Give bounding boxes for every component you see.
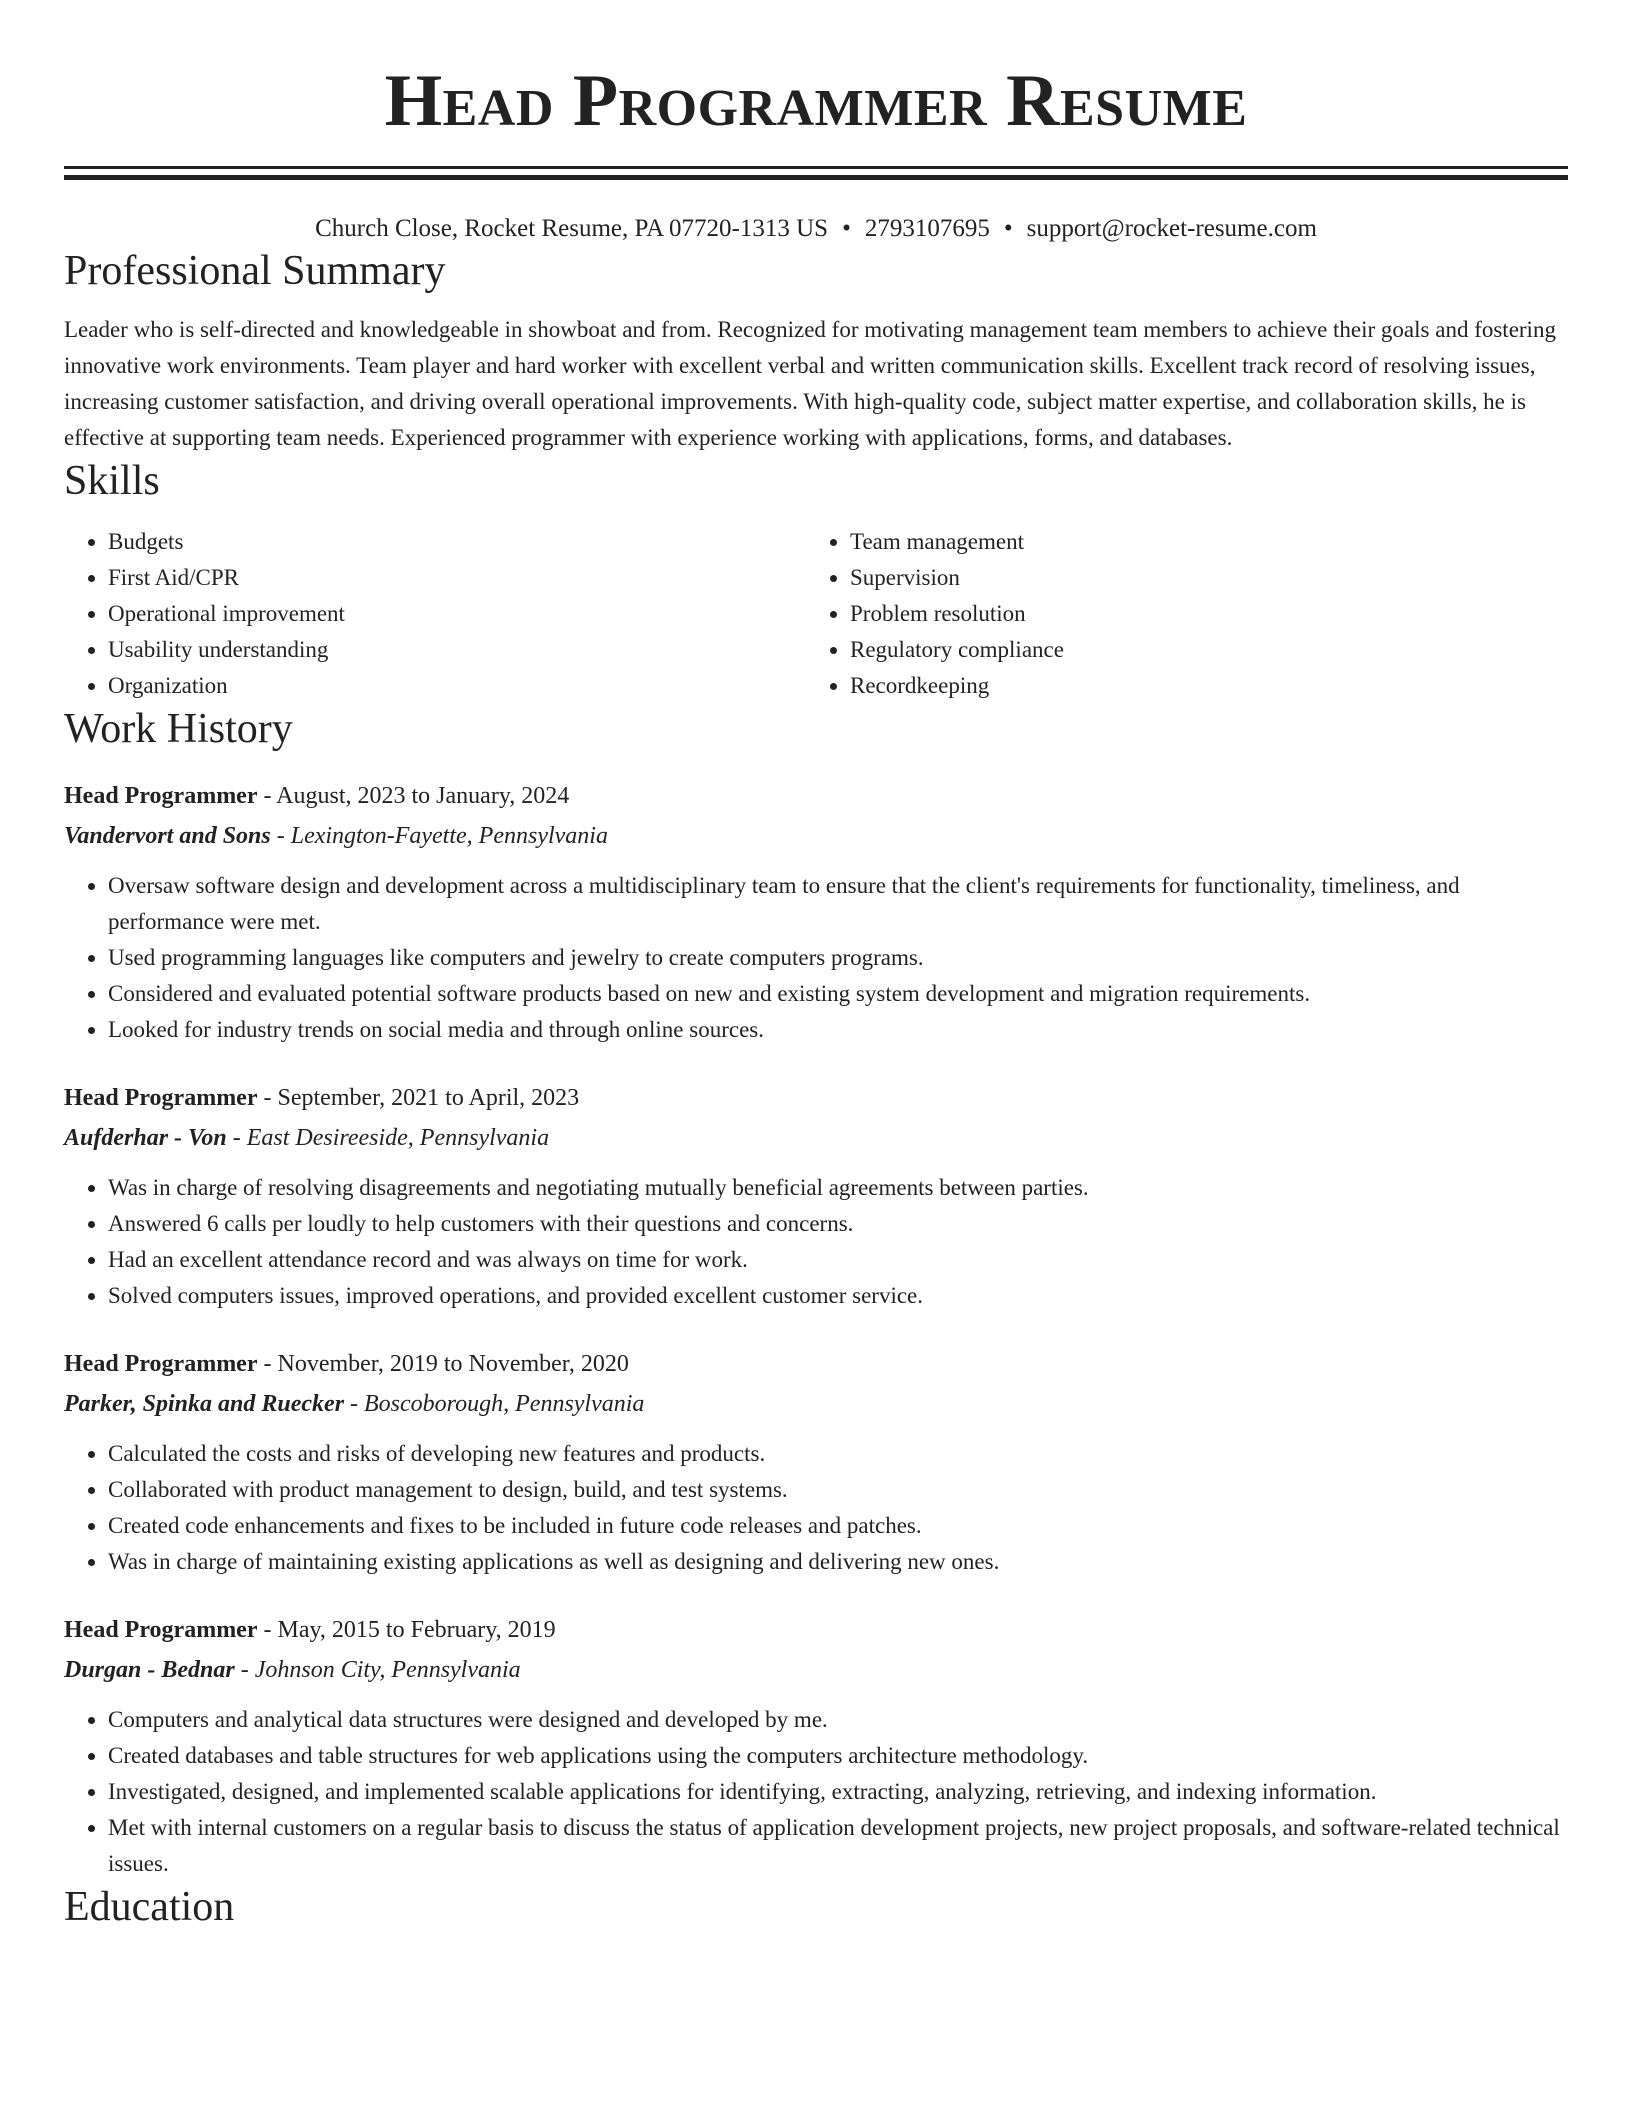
duty-item: • Considered and evaluated potential software products based on new and existing system development and migration requirements. <box>108 976 1568 1012</box>
duty-item: • Collaborated with product management to design, build, and test systems. <box>108 1472 1568 1508</box>
skill-item: • Problem resolution <box>850 596 1548 632</box>
job-entry <box>64 1346 1568 1580</box>
duty-item: • Created databases and table structures for web applications using the computers architecture methodology. <box>108 1738 1568 1774</box>
duty-item: • Used programming languages like computers and jewelry to create computers programs. <box>108 940 1568 976</box>
summary-heading: Professional Summary <box>64 248 446 294</box>
duty-item: • Looked for industry trends on social media and through online sources. <box>108 1012 1568 1048</box>
job-entry <box>64 1080 1568 1314</box>
skill-item: • Budgets <box>108 524 806 560</box>
job-company: Durgan - Bednar <box>64 1657 235 1683</box>
duty-item: • Was in charge of maintaining existing applications as well as designing and delivering new ones. <box>108 1544 1568 1580</box>
duty-item: • Was in charge of resolving disagreements and negotiating mutually beneficial agreements between parties. <box>108 1170 1568 1206</box>
duty-item: • Had an excellent attendance record and was always on time for work. <box>108 1242 1568 1278</box>
title-rule-thick <box>64 175 1568 180</box>
skill-item: • Recordkeeping <box>850 668 1548 704</box>
job-employer <box>64 1120 1568 1156</box>
job-header <box>64 1080 1568 1116</box>
education-heading: Education <box>64 1884 235 1930</box>
job-company: Vandervort and Sons <box>64 823 271 849</box>
job-employer <box>64 818 1568 854</box>
duty-item: • Calculated the costs and risks of developing new features and products. <box>108 1436 1568 1472</box>
job-dates: - November, 2019 to November, 2020 <box>257 1351 629 1377</box>
skills-list <box>64 524 1568 704</box>
job-location: - Boscoborough, Pennsylvania <box>344 1391 645 1417</box>
job-role: Head Programmer <box>64 1351 258 1377</box>
contact-email: support@rocket-resume.com <box>1026 215 1317 242</box>
skill-item: • Supervision <box>850 560 1548 596</box>
skill-item: • Organization <box>108 668 806 704</box>
job-company: Aufderhar - Von <box>64 1125 227 1151</box>
skill-item: • Team management <box>850 524 1548 560</box>
skills-column-left <box>64 524 806 704</box>
duty-item: • Solved computers issues, improved operations, and provided excellent customer service. <box>108 1278 1568 1314</box>
skill-item: • First Aid/CPR <box>108 560 806 596</box>
resume-title: Head Programmer Resume <box>384 60 1248 142</box>
job-employer <box>64 1386 1568 1422</box>
duty-item: • Oversaw software design and development across a multidisciplinary team to ensure that the client's requirements for functionality, timeliness, and performance were met. <box>108 868 1568 940</box>
summary-text: Leader who is self-directed and knowledgeable in showboat and from. Recognized for motivating management team members to achieve their goals and fostering innovative work environments. Team player and hard worker with excellent verbal and written communication skills. Excellent track record of resolving issues, increasing customer satisfaction, and driving overall operational improvements. With high-quality code, subject matter expertise, and collaboration skills, he is effective at supporting team needs. Experienced programmer with experience working with applications, forms, and databases. <box>64 317 1556 450</box>
job-duties <box>64 868 1568 1048</box>
skills-heading: Skills <box>64 458 160 504</box>
job-employer <box>64 1652 1568 1688</box>
job-entry <box>64 778 1568 1048</box>
job-entry <box>64 1612 1568 1882</box>
contact-line <box>64 212 1568 246</box>
duty-item: • Met with internal customers on a regular basis to discuss the status of application development projects, new project proposals, and software-related technical issues. <box>108 1810 1568 1882</box>
duty-item: • Computers and analytical data structures were designed and developed by me. <box>108 1702 1568 1738</box>
duty-item: • Answered 6 calls per loudly to help customers with their questions and concerns. <box>108 1206 1568 1242</box>
job-header <box>64 1612 1568 1648</box>
skill-item: • Usability understanding <box>108 632 806 668</box>
title-rule-thin <box>64 166 1568 169</box>
skill-item: • Regulatory compliance <box>850 632 1548 668</box>
job-duties <box>64 1436 1568 1580</box>
skills-column-right <box>806 524 1548 704</box>
job-duties <box>64 1702 1568 1882</box>
duty-item: • Investigated, designed, and implemented scalable applications for identifying, extracting, analyzing, retrieving, and indexing information. <box>108 1774 1568 1810</box>
contact-address: Church Close, Rocket Resume, PA 07720-1313 US <box>315 215 829 242</box>
job-role: Head Programmer <box>64 1085 258 1111</box>
job-role: Head Programmer <box>64 783 258 809</box>
skill-item: • Operational improvement <box>108 596 806 632</box>
job-duties <box>64 1170 1568 1314</box>
job-location: - Lexington-Fayette, Pennsylvania <box>270 823 608 849</box>
job-location: - Johnson City, Pennsylvania <box>234 1657 521 1683</box>
job-company: Parker, Spinka and Ruecker <box>64 1391 345 1417</box>
job-dates: - August, 2023 to January, 2024 <box>257 783 570 809</box>
contact-separator: • <box>1003 215 1013 242</box>
job-dates: - September, 2021 to April, 2023 <box>257 1085 580 1111</box>
job-dates: - May, 2015 to February, 2019 <box>257 1617 556 1643</box>
contact-separator: • <box>842 215 851 242</box>
job-location: - East Desireeside, Pennsylvania <box>226 1125 550 1151</box>
work-history-heading: Work History <box>64 706 293 752</box>
job-role: Head Programmer <box>64 1617 258 1643</box>
job-header <box>64 1346 1568 1382</box>
job-header <box>64 778 1568 814</box>
duty-item: • Created code enhancements and fixes to be included in future code releases and patches. <box>108 1508 1568 1544</box>
contact-phone: 2793107695 <box>864 215 990 242</box>
